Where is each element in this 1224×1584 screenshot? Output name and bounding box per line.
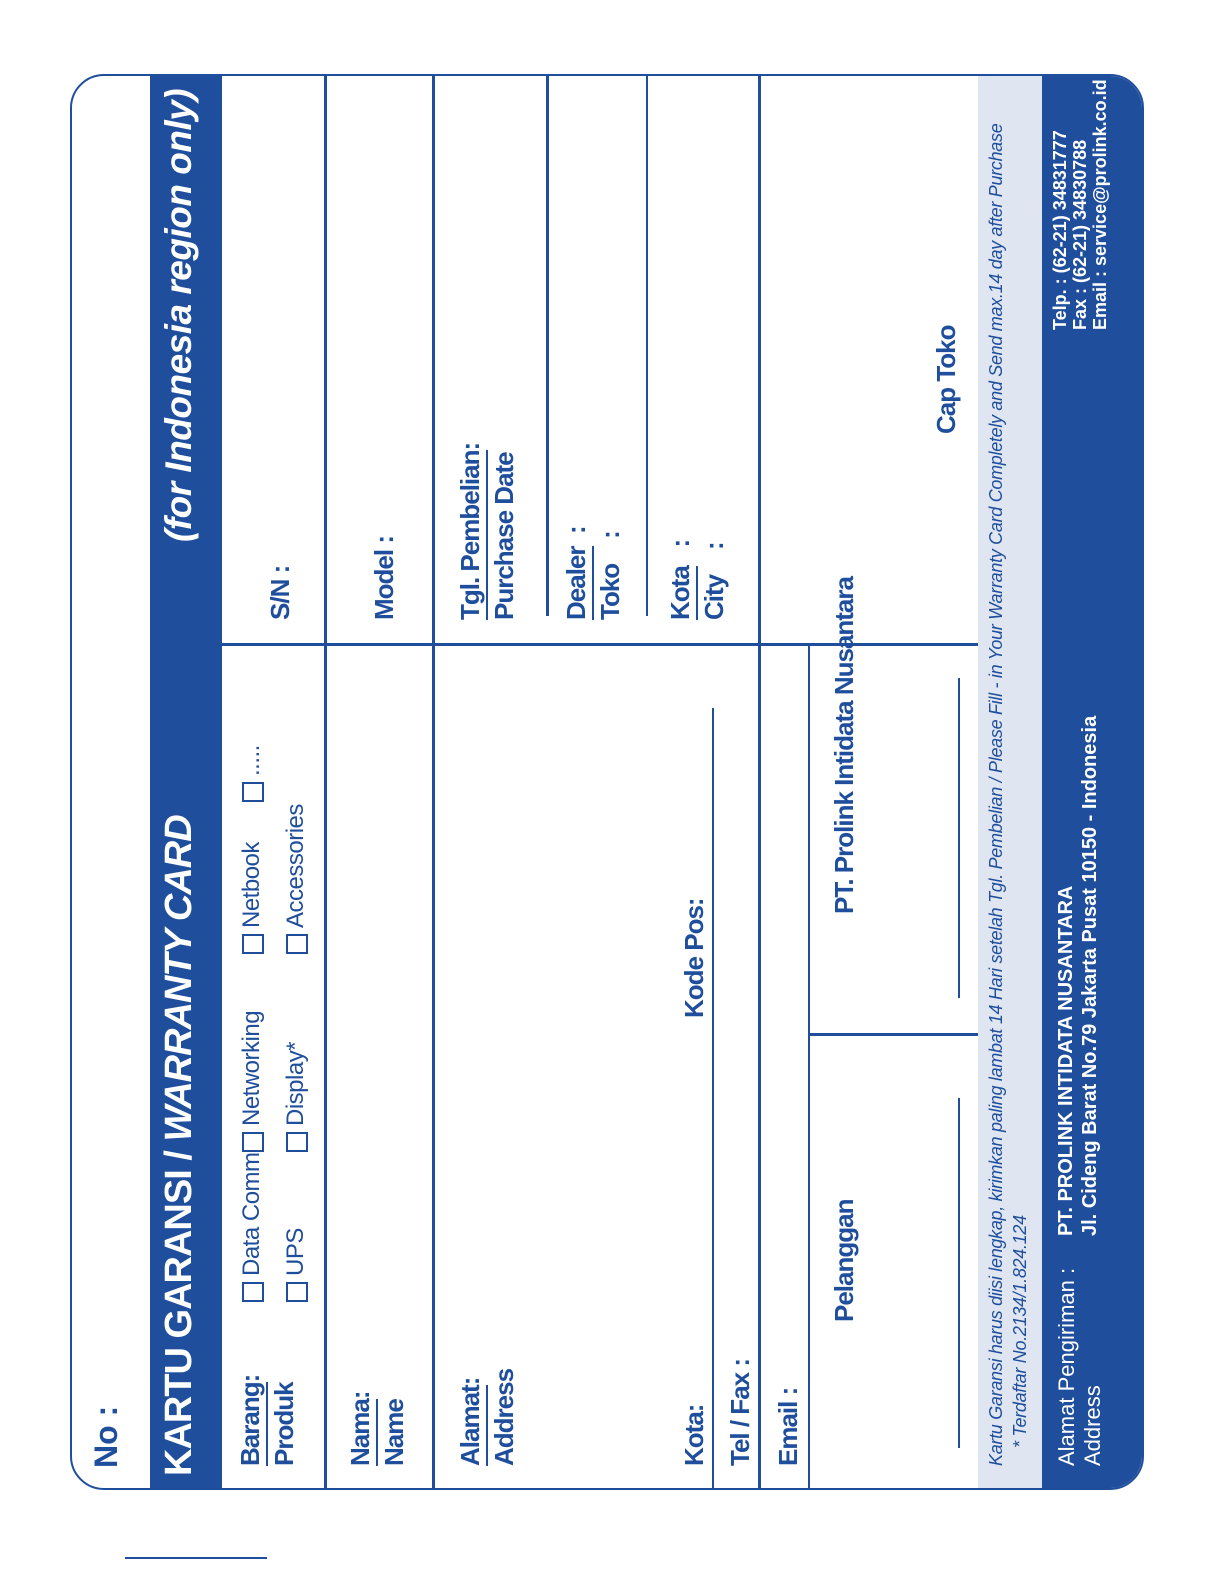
product-label bbox=[234, 1375, 300, 1466]
colon: : bbox=[1054, 1267, 1079, 1274]
column-divider bbox=[222, 643, 978, 646]
city-label: Kota: bbox=[679, 1404, 709, 1466]
option-other: ..... bbox=[238, 745, 265, 776]
title-italic: WARRANTY CARD bbox=[158, 815, 200, 1142]
row-divider bbox=[758, 74, 761, 1488]
note-strip bbox=[978, 74, 1042, 1488]
colon: : bbox=[561, 526, 591, 535]
shipping-company: PT. PROLINK INTIDATA NUSANTARA bbox=[1055, 885, 1077, 1236]
page-rule bbox=[125, 1557, 267, 1559]
option-display: Display* bbox=[282, 1041, 309, 1126]
option-networking: Networking bbox=[238, 1010, 265, 1126]
card-title bbox=[158, 815, 201, 1476]
address-label-id: Alamat bbox=[454, 1385, 488, 1466]
company-signature-line[interactable] bbox=[958, 678, 960, 998]
option-data-comm: Data Comm bbox=[238, 1152, 265, 1276]
card-number-label: No : bbox=[88, 1405, 124, 1468]
shipping-address: Jl. Cideng Barat No.79 Jakarta Pusat 10150 - Indonesia bbox=[1079, 715, 1101, 1236]
postal-code-label: Kode Pos: bbox=[679, 898, 709, 1018]
purchase-date-label-id: Tgl. Pembelian bbox=[454, 451, 488, 621]
model-label: Model : bbox=[369, 536, 399, 620]
row-divider bbox=[546, 74, 549, 616]
name-label-en: Name bbox=[379, 1399, 409, 1466]
title-main: KARTU GARANSI / bbox=[158, 1141, 200, 1476]
customer-signature-label: Pelanggan bbox=[829, 1199, 859, 1322]
colon: : bbox=[699, 542, 729, 550]
colon: : bbox=[455, 1377, 485, 1386]
checkbox-netbook[interactable] bbox=[242, 934, 264, 954]
store-city-label bbox=[664, 540, 730, 620]
dealer-label-id: Dealer bbox=[560, 547, 594, 621]
shipping-label-en: Address bbox=[1080, 1385, 1105, 1466]
serial-number-label: S/N : bbox=[265, 565, 295, 620]
colon: : bbox=[345, 1391, 375, 1400]
checkbox-networking[interactable] bbox=[242, 1132, 264, 1152]
option-netbook: Netbook bbox=[238, 842, 265, 928]
colon: : bbox=[235, 1374, 265, 1383]
fill-instructions: Kartu Garansi harus diisi lengkap, kirimkan paling lambat 14 Hari setelah Tgl. Pembelian / Please Fill - in Your Warranty Card Completely and Send max.14 day after Purchase bbox=[986, 123, 1006, 1466]
contact-email: Email : service@prolink.co.id bbox=[1090, 79, 1110, 330]
tel-fax-label: Tel / Fax : bbox=[725, 1359, 755, 1466]
purchase-date-label-en: Purchase Date bbox=[489, 452, 519, 620]
store-stamp-label: Cap Toko bbox=[931, 325, 961, 434]
shipping-address-strip bbox=[1042, 74, 1144, 1488]
address-label bbox=[454, 1369, 520, 1466]
contact-telp: Telp. : (62-21) 34831777 bbox=[1050, 130, 1070, 330]
row-divider bbox=[324, 74, 327, 1488]
store-city-label-id: Kota bbox=[664, 566, 698, 620]
company-signature-label: PT. Prolink Intidata Nusantara bbox=[829, 577, 859, 914]
product-label-id: Barang bbox=[234, 1382, 268, 1466]
colon: : bbox=[665, 539, 695, 548]
warranty-card bbox=[70, 74, 1144, 1490]
checkbox-other[interactable] bbox=[242, 782, 264, 802]
product-label-en: Produk bbox=[269, 1382, 299, 1466]
email-label: Email : bbox=[773, 1387, 803, 1466]
address-label-en: Address bbox=[489, 1368, 519, 1466]
store-city-label-en: City bbox=[699, 574, 729, 620]
shipping-label-id: Alamat Pengiriman bbox=[1054, 1280, 1079, 1466]
region-note: (for Indonesia region only) bbox=[158, 88, 199, 542]
row-divider bbox=[646, 74, 648, 616]
name-label bbox=[344, 1392, 410, 1467]
checkbox-data-comm[interactable] bbox=[242, 1282, 264, 1302]
dealer-label bbox=[560, 526, 626, 620]
checkbox-ups[interactable] bbox=[286, 1282, 308, 1302]
row-divider bbox=[808, 646, 810, 1488]
signature-divider bbox=[808, 1033, 978, 1036]
colon: : bbox=[455, 442, 485, 451]
checkbox-accessories[interactable] bbox=[286, 934, 308, 954]
name-label-id: Nama bbox=[344, 1399, 378, 1466]
footer bbox=[978, 74, 1144, 1488]
row-divider bbox=[712, 708, 714, 1488]
purchase-date-label bbox=[454, 443, 520, 620]
registration-note: * Terdaftar No.2134/1.824.124 bbox=[1010, 1215, 1030, 1448]
contact-fax: Fax : (62-21) 34830788 bbox=[1070, 139, 1090, 330]
dealer-label-en: Toko bbox=[595, 563, 625, 620]
option-accessories: Accessories bbox=[282, 804, 309, 928]
header-band bbox=[150, 74, 222, 1488]
option-ups: UPS bbox=[282, 1228, 309, 1276]
colon: : bbox=[595, 531, 625, 539]
customer-signature-line[interactable] bbox=[958, 1098, 960, 1448]
row-divider bbox=[432, 74, 435, 1488]
shipping-label bbox=[1054, 1268, 1106, 1466]
checkbox-display[interactable] bbox=[286, 1132, 308, 1152]
